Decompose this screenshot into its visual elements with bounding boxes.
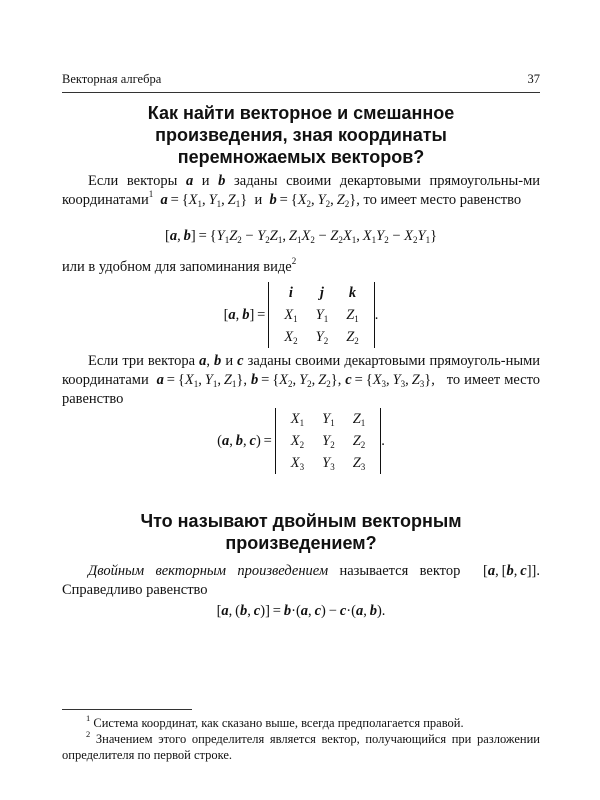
footnote-2: $^2$ Значением этого определителя является вектор, получающийся при разложении определителя по первой строке. bbox=[62, 729, 540, 762]
paragraph-three-vectors: Если три вектора a, b и c заданы своими декартовыми прямоуголь-ными координатами $a = \{X_1$, $Y_1$, $Z_1$}, $b = \{X_2$, $Y_2$, $Z_2$}, $c = \{X_3$, $Y_3$, $Z_3$}, то имеет место равенство bbox=[62, 353, 541, 407]
running-header bbox=[62, 72, 540, 90]
determinant-3x3: i j k $X_1$ $Y_1$ $Z_1$ $X_2$ $Y_2$ $Z_2$ bbox=[268, 282, 375, 348]
heading-line: произведением? bbox=[225, 533, 377, 553]
defined-term: Двойным векторным произведением bbox=[88, 563, 329, 579]
footnote-1: $^1$ Система координат, как сказано выше, всегда предполагается правой. bbox=[86, 713, 464, 730]
formula-double-product: [a, (b, c)] = b·(a, c) − c·(a, b). bbox=[216, 603, 386, 619]
footnote-rule bbox=[62, 709, 192, 710]
section-heading-1 bbox=[62, 102, 540, 168]
header-rule bbox=[62, 92, 540, 93]
footnote-mark: 2 bbox=[291, 256, 297, 266]
heading-line: произведения, зная координаты bbox=[155, 125, 447, 145]
footnote-mark: 1 bbox=[148, 189, 154, 199]
determinant-3x3: $X_1$ $Y_1$ $Z_1$ $X_2$ $Y_2$ $Z_2$ $X_3$ $Y_3$ $Z_3$ bbox=[275, 408, 382, 474]
heading-line: Как найти векторное и смешанное bbox=[147, 103, 455, 123]
paragraph-coordinates: Если векторы a и b заданы своими декартовыми прямоугольны-ми координатами$^1$ $a = \{X_1$, $Y_1$, $Z_1$} и $b = \{X_2$, $Y_2$, $Z_2$}, то имеет место равенство bbox=[62, 173, 541, 209]
page-number: 37 bbox=[527, 72, 540, 86]
heading-line: Что называют двойным векторным bbox=[140, 511, 462, 531]
formula-triple-product-determinant: (a, b, c) = $X_1$ $Y_1$ $Z_1$ $X_2$ $Y_2$ $Z_2$ $X_3$ $Y_3$ $Z_3$ . bbox=[62, 408, 540, 474]
running-title: Векторная алгебра bbox=[62, 72, 162, 86]
paragraph-memorize: или в удобном для запоминания виде$^2$ bbox=[62, 256, 297, 275]
section-heading-2 bbox=[62, 510, 540, 554]
formula-cross-product-components: [a, $b] = \{Y_1Z_2 - Y_2Z_1$, $Z_1X_2 - Z_2X_1$, $X_1Y_2 - X_2Y_1$} bbox=[164, 228, 438, 245]
heading-line: перемножаемых векторов? bbox=[177, 147, 425, 167]
formula-cross-product-determinant: [a, b] = i j k $X_1$ $Y_1$ $Z_1$ $X_2$ $Y_2$ $Z_2$ . bbox=[62, 282, 540, 348]
paragraph-double-product: Двойным векторным произведением называется вектор [a, [b, c]]. Справедливо равенство bbox=[62, 563, 540, 598]
